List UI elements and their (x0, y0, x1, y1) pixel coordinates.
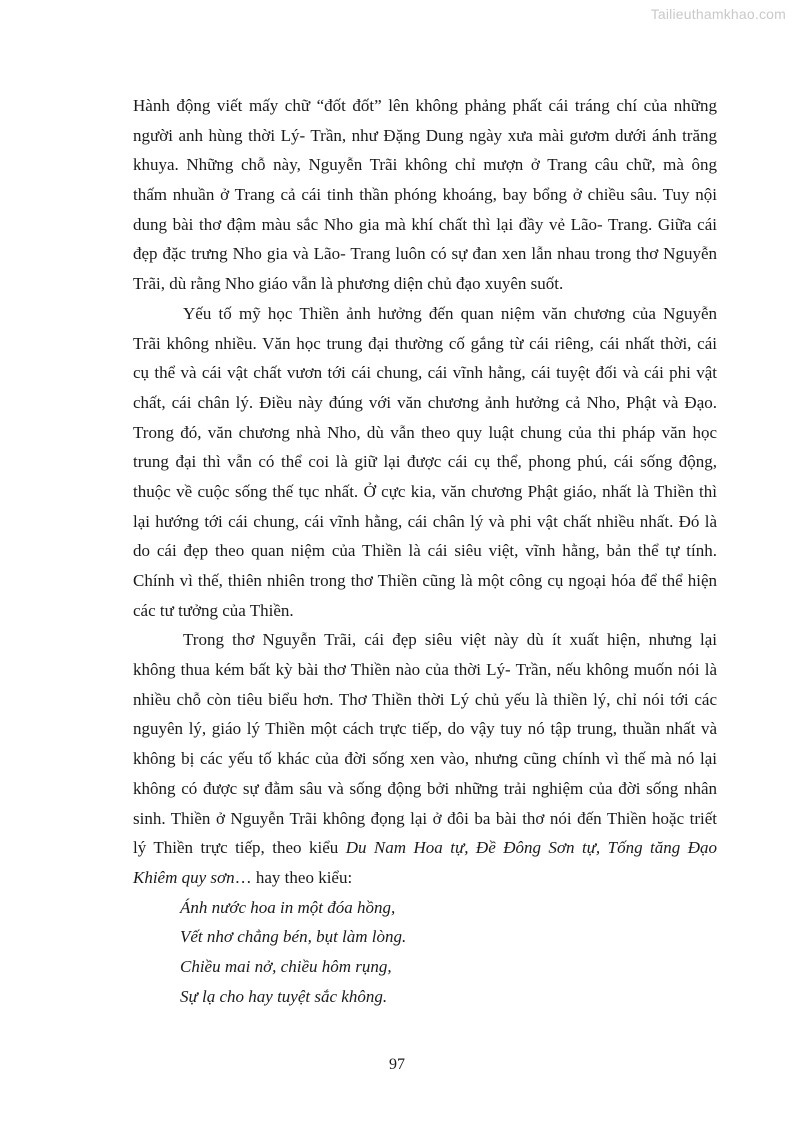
text-line: các tư tưởng của Thiền. (133, 600, 294, 620)
text-line: dung bài thơ đậm màu sắc Nho gia mà khí chất thì lại đầy vẻ Lão- Trang. Giữa cái (133, 214, 717, 234)
poem-line: Ánh nước hoa in một đóa hồng, (180, 897, 396, 917)
text-line: Yếu tố mỹ học Thiền ảnh hưởng đến quan niệm văn chương của Nguyễn (183, 303, 717, 323)
text-line: Trãi, dù rằng Nho giáo vẫn là phương diện chủ đạo xuyên suốt. (133, 274, 564, 294)
plain-text: … hay theo kiểu: (234, 867, 353, 887)
text-line: do cái đẹp theo quan niệm của Thiền là cái siêu việt, vĩnh hằng, bản thể tự tính. (133, 541, 717, 561)
paragraph-2 (133, 299, 717, 626)
text-line: lại hướng tới cái chung, cái vĩnh hằng, cái chân lý và phi vật chất nhiều nhất. Đó là (133, 511, 717, 531)
poem-line: Chiều mai nở, chiều hôm rụng, (180, 956, 392, 976)
text-line: không bị các yếu tố khác của đời sống xen vào, nhưng cũng chính vì thế mà nó lại (133, 749, 717, 769)
text-line: Trãi không nhiều. Văn học trung đại thường cố gắng từ cái riêng, cái nhất thời, cái (133, 333, 717, 353)
text-line: trung đại thì vẫn có thể coi là giữ lại được cái cụ thể, phong phú, cái sống động, (133, 452, 717, 472)
text-line: chất, cái chân lý. Điều này đúng với văn chương ảnh hưởng cả Nho, Phật và Đạo. (133, 392, 717, 412)
paragraph-1 (133, 91, 717, 299)
work-titles: Du Nam Hoa tự, Đề Đông Sơn tự, Tống tăng Đạo (345, 838, 717, 858)
poem-line: Sự lạ cho hay tuyệt sắc không. (180, 986, 388, 1006)
text-line: không thua kém bất kỳ bài thơ Thiền nào của thời Lý- Trần, nếu không muốn nói là (133, 660, 717, 680)
watermark: Tailieuthamkhao.com (650, 6, 786, 22)
text-line: đẹp đặc trưng Nho gia và Lão- Trang luôn có sự đan xen lẫn nhau trong thơ Nguyễn (133, 244, 717, 264)
text-line: thấm nhuần ở Trang cả cái tinh thần phóng khoáng, bay bổng ở chiều sâu. Tuy nội (133, 185, 717, 205)
text-line: thuộc về cuộc sống thế tục nhất. Ở cực kia, văn chương Phật giáo, nhất là Thiền thì (133, 481, 717, 501)
text-line-mixed (133, 833, 717, 863)
text-line: người anh hùng thời Lý- Trần, như Đặng Dung ngày xưa mài gươm dưới ánh trăng (133, 125, 717, 145)
text-line: cụ thể và cái vật chất vươn tới cái chung, cái vĩnh hằng, cái tuyệt đối và cái phi vật (133, 363, 717, 383)
document-body (133, 91, 717, 1011)
text-line: nguyên lý, giáo lý Thiền một cách trực tiếp, do vậy tuy nó tập trung, thuần nhất và (133, 719, 717, 739)
text-line: Hành động viết mấy chữ “đốt đốt” lên không phảng phất cái tráng chí của những (133, 96, 717, 115)
page-number: 97 (389, 1056, 405, 1073)
poem-line: Vết nhơ chẳng bén, bụt làm lòng. (180, 927, 407, 947)
text-line-mixed (133, 863, 717, 893)
text-line: không có được sự đằm sâu và sống động bởi những trải nghiệm của đời sống nhân (133, 778, 717, 798)
poem-quote (133, 893, 717, 1012)
text-line: Trong thơ Nguyễn Trãi, cái đẹp siêu việt này dù ít xuất hiện, nhưng lại (183, 630, 717, 650)
text-line: khuya. Những chỗ này, Nguyễn Trãi không chỉ mượn ở Trang câu chữ, mà ông (133, 155, 717, 175)
paragraph-3 (133, 625, 717, 892)
work-title: Khiêm quy sơn (133, 867, 235, 887)
text-line: sinh. Thiền ở Nguyễn Trãi không đọng lại ở đôi ba bài thơ nói đến Thiền hoặc triết (133, 808, 717, 828)
text-line: Trong đó, văn chương nhà Nho, dù vẫn theo quy luật chung của thi pháp văn học (133, 422, 717, 442)
plain-text: lý Thiền trực tiếp, theo kiểu (133, 838, 346, 858)
text-line: nhiều chỗ còn tiêu biểu hơn. Thơ Thiền thời Lý chủ yếu là thiền lý, chỉ nói tới các (133, 689, 717, 709)
text-line: Chính vì thế, thiên nhiên trong thơ Thiền cũng là một công cụ ngoại hóa để thể hiện (133, 571, 717, 590)
